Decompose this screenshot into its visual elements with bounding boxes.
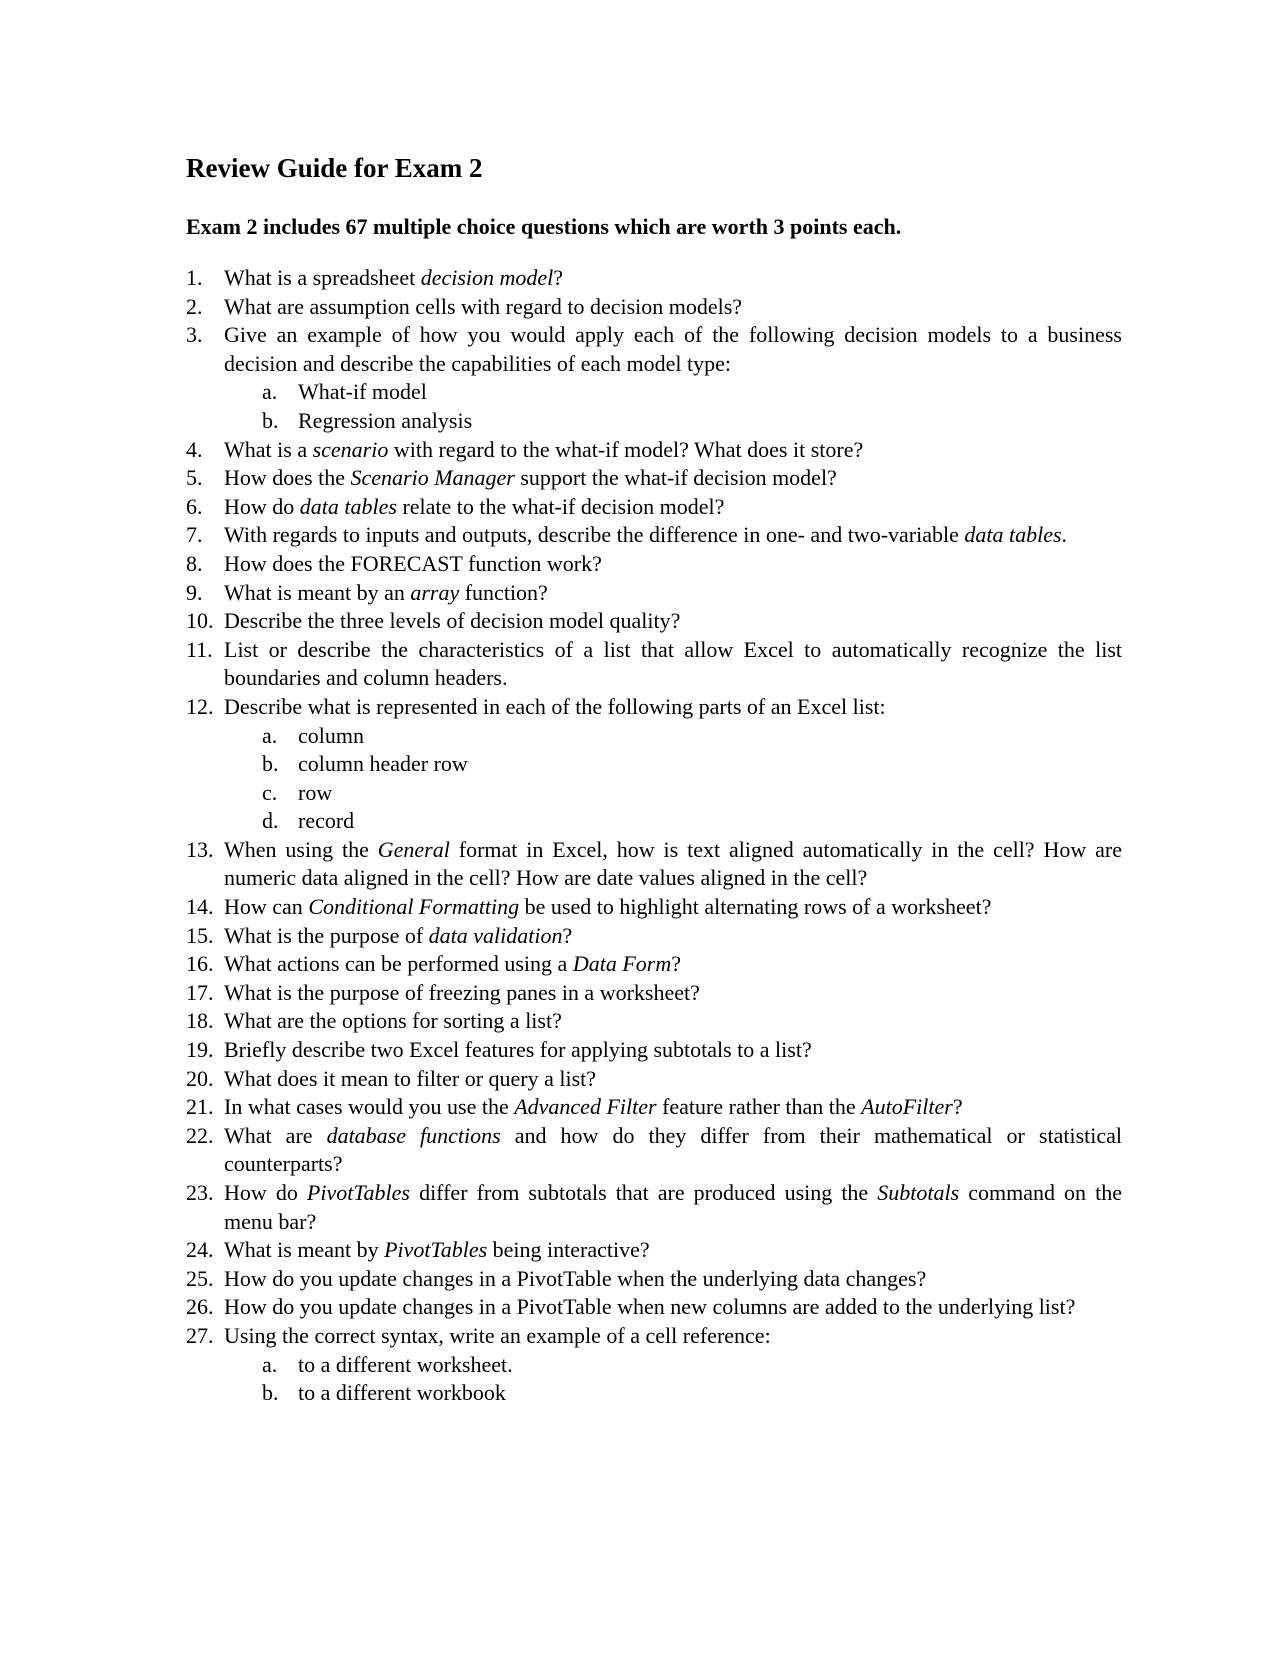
question-item xyxy=(186,693,1122,836)
question-item xyxy=(186,521,1122,550)
question-text xyxy=(224,522,1067,547)
page-title: Review Guide for Exam 2 xyxy=(186,153,483,183)
sub-question-list xyxy=(186,722,1122,836)
question-text-segment: format in Excel, how is text aligned automatically in the cell? How are numeric data aligned in the cell? How are date values aligned in the cell? xyxy=(224,836,1122,891)
question-item xyxy=(186,321,1122,435)
question-text xyxy=(224,694,886,719)
question-text-segment: How can xyxy=(224,894,309,920)
question-item xyxy=(186,893,1122,922)
sub-question-text: to a different worksheet. xyxy=(298,1351,513,1377)
question-item xyxy=(186,979,1122,1008)
sub-question-text: What-if model xyxy=(298,379,427,405)
question-term: PivotTables xyxy=(384,1237,488,1263)
question-text-segment: What is meant by xyxy=(224,1237,385,1263)
question-term: decision model xyxy=(420,265,554,290)
question-text xyxy=(224,1237,650,1262)
question-text-segment: relate to the what-if decision model? xyxy=(396,493,725,519)
question-text-segment: What are assumption cells with regard to decision models? xyxy=(224,293,743,319)
sub-question-item xyxy=(186,378,1122,407)
question-item xyxy=(186,436,1122,465)
question-item xyxy=(186,1122,1122,1179)
question-item xyxy=(186,293,1122,322)
question-number: 11. xyxy=(186,636,213,662)
question-text xyxy=(224,1008,562,1033)
question-term: PivotTables xyxy=(306,1180,410,1205)
question-text-segment: In what cases would you use the xyxy=(224,1094,515,1120)
question-text-segment: ? xyxy=(952,1094,963,1120)
sub-question-text: Regression analysis xyxy=(298,407,473,433)
question-text-segment: ? xyxy=(553,265,564,290)
question-text xyxy=(224,637,1122,691)
question-term: Subtotals xyxy=(877,1180,960,1205)
question-number: 17. xyxy=(186,979,214,1005)
question-text-segment: What is a xyxy=(224,436,313,462)
question-text-segment: What is the purpose of xyxy=(224,922,429,948)
question-number: 16. xyxy=(186,951,214,977)
question-number: 27. xyxy=(186,1322,214,1348)
question-item xyxy=(186,1265,1122,1294)
sub-question-wrapper xyxy=(186,1351,1122,1408)
question-text xyxy=(224,1123,1122,1177)
question-item xyxy=(186,636,1122,693)
question-term: Advanced Filter xyxy=(514,1094,657,1120)
document-page xyxy=(186,150,1122,1408)
question-text-segment: support the what-if decision model? xyxy=(514,465,837,491)
question-number: 12. xyxy=(186,693,214,719)
question-number: 19. xyxy=(186,1037,214,1063)
question-number: 8. xyxy=(186,550,203,576)
question-text-segment: being interactive? xyxy=(487,1237,650,1263)
question-text-segment: With regards to inputs and outputs, describe the difference in one- and two-variable xyxy=(224,522,965,548)
sub-question-letter: a. xyxy=(262,722,278,748)
sub-question-text: row xyxy=(298,779,333,805)
question-text-segment: How does the FORECAST function work? xyxy=(224,550,602,576)
question-text xyxy=(224,494,724,519)
question-text xyxy=(224,580,548,605)
question-text-segment: Using the correct syntax, write an example of a cell reference: xyxy=(224,1322,771,1348)
question-text-segment: How do xyxy=(224,493,300,519)
sub-question-wrapper xyxy=(186,722,1122,836)
question-item xyxy=(186,836,1122,893)
sub-question-item xyxy=(186,779,1122,808)
question-number: 18. xyxy=(186,1008,214,1034)
question-text xyxy=(224,322,1122,376)
question-text xyxy=(224,980,700,1005)
question-text-segment: What does it mean to filter or query a list? xyxy=(224,1065,597,1091)
question-text-segment: feature rather than the xyxy=(656,1094,862,1120)
question-number: 26. xyxy=(186,1294,214,1320)
question-text-segment: be used to highlight alternating rows of a worksheet? xyxy=(519,894,992,920)
question-number: 6. xyxy=(186,493,203,519)
question-text-segment: Briefly describe two Excel features for applying subtotals to a list? xyxy=(224,1037,812,1063)
sub-question-item xyxy=(186,807,1122,836)
question-text-segment: . xyxy=(1061,522,1068,548)
question-term: scenario xyxy=(312,436,389,462)
question-item xyxy=(186,1036,1122,1065)
question-number: 14. xyxy=(186,894,214,920)
question-number: 24. xyxy=(186,1237,214,1263)
sub-question-item xyxy=(186,722,1122,751)
question-number: 5. xyxy=(186,465,203,491)
question-text-segment: ? xyxy=(671,951,681,977)
question-term: data tables xyxy=(299,493,397,519)
question-text xyxy=(224,1266,926,1291)
question-term: Data Form xyxy=(572,951,672,977)
question-item xyxy=(186,1065,1122,1094)
question-number: 13. xyxy=(186,836,214,862)
question-number: 3. xyxy=(186,322,203,348)
question-text xyxy=(224,294,742,319)
sub-question-text: column xyxy=(298,722,364,748)
question-text-segment: command on the menu bar? xyxy=(224,1180,1122,1234)
question-number: 21. xyxy=(186,1094,214,1120)
sub-question-letter: a. xyxy=(262,379,278,405)
question-text-segment: List or describe the characteristics of a list that allow Excel to automatically recognize the list boundaries and column headers. xyxy=(224,636,1122,691)
question-item xyxy=(186,1093,1122,1122)
question-text xyxy=(224,837,1122,891)
question-term: array xyxy=(410,579,460,605)
question-number: 23. xyxy=(186,1180,214,1205)
question-text xyxy=(224,437,863,462)
question-term: database functions xyxy=(326,1122,501,1148)
question-text-segment: How do xyxy=(224,1180,307,1205)
question-number: 25. xyxy=(186,1265,214,1291)
question-text xyxy=(224,1294,1075,1319)
question-text-segment: What actions can be performed using a xyxy=(224,951,573,977)
question-text-segment: differ from subtotals that are produced using the xyxy=(410,1180,878,1205)
question-text xyxy=(224,894,991,919)
question-text xyxy=(224,551,602,576)
question-text xyxy=(224,1323,771,1348)
sub-question-text: record xyxy=(298,808,355,834)
question-number: 4. xyxy=(186,436,203,462)
question-item xyxy=(186,1179,1122,1236)
question-item xyxy=(186,550,1122,579)
exam-description: Exam 2 includes 67 multiple choice questions which are worth 3 points each. xyxy=(186,214,902,239)
question-term: AutoFilter xyxy=(861,1094,953,1120)
question-text-segment: What is a spreadsheet xyxy=(224,265,421,290)
question-text-segment: How do you update changes in a PivotTable when the underlying data changes? xyxy=(224,1265,927,1291)
question-number: 22. xyxy=(186,1122,214,1148)
question-text xyxy=(224,1066,596,1091)
question-item xyxy=(186,464,1122,493)
sub-question-letter: b. xyxy=(262,1380,279,1406)
question-text-segment: What is the purpose of freezing panes in a worksheet? xyxy=(224,979,700,1005)
question-text-segment: Describe what is represented in each of the following parts of an Excel list: xyxy=(224,693,886,719)
question-text xyxy=(224,951,681,976)
question-number: 9. xyxy=(186,579,203,605)
question-item xyxy=(186,950,1122,979)
question-number: 10. xyxy=(186,608,214,634)
question-text-segment: function? xyxy=(459,579,548,605)
question-term: Scenario Manager xyxy=(350,465,515,491)
question-number: 15. xyxy=(186,922,214,948)
question-item xyxy=(186,264,1122,293)
question-text-segment: with regard to the what-if model? What does it store? xyxy=(388,436,864,462)
question-text xyxy=(224,265,563,290)
sub-question-list xyxy=(186,1351,1122,1408)
question-item xyxy=(186,1007,1122,1036)
question-text xyxy=(224,923,572,948)
question-list xyxy=(186,264,1122,1408)
question-text xyxy=(224,465,837,490)
sub-question-item xyxy=(186,750,1122,779)
question-text-segment: Give an example of how you would apply each of the following decision models to a business decision and describe the capabilities of each model type: xyxy=(224,322,1122,376)
question-item xyxy=(186,1293,1122,1322)
question-term: data validation xyxy=(428,922,563,948)
question-text xyxy=(224,1094,963,1119)
question-text-segment: ? xyxy=(562,922,573,948)
sub-question-letter: d. xyxy=(262,808,279,834)
question-item xyxy=(186,1236,1122,1265)
question-number: 2. xyxy=(186,293,203,319)
question-term: Conditional Formatting xyxy=(308,894,520,920)
question-item xyxy=(186,493,1122,522)
question-text-segment: What are the options for sorting a list? xyxy=(224,1008,562,1034)
question-text-segment: What are xyxy=(224,1122,327,1148)
question-item xyxy=(186,607,1122,636)
sub-question-item xyxy=(186,407,1122,436)
sub-question-letter: b. xyxy=(262,751,279,777)
sub-question-text: column header row xyxy=(298,751,468,777)
sub-question-item xyxy=(186,1351,1122,1380)
question-text-segment: Describe the three levels of decision model quality? xyxy=(224,608,681,634)
question-text xyxy=(224,1037,812,1062)
sub-question-letter: c. xyxy=(262,779,278,805)
question-text-segment: How do you update changes in a PivotTable when new columns are added to the underlying list? xyxy=(224,1294,1076,1320)
question-term: data tables xyxy=(964,522,1062,548)
question-number: 7. xyxy=(186,522,203,548)
sub-question-text: to a different workbook xyxy=(298,1380,506,1406)
question-term: General xyxy=(377,836,450,862)
question-text-segment: When using the xyxy=(224,836,378,862)
sub-question-item xyxy=(186,1379,1122,1408)
question-item xyxy=(186,1322,1122,1408)
sub-question-letter: a. xyxy=(262,1351,278,1377)
question-item xyxy=(186,579,1122,608)
question-text xyxy=(224,1180,1122,1234)
question-text-segment: and how do they differ from their mathematical or statistical counterparts? xyxy=(224,1122,1122,1177)
question-number: 1. xyxy=(186,265,203,290)
sub-question-letter: b. xyxy=(262,407,279,433)
question-text-segment: How does the xyxy=(224,465,351,491)
sub-question-list xyxy=(186,378,1122,435)
sub-question-wrapper xyxy=(186,378,1122,435)
question-text xyxy=(224,608,680,633)
question-text-segment: What is meant by an xyxy=(224,579,411,605)
question-number: 20. xyxy=(186,1065,214,1091)
question-item xyxy=(186,922,1122,951)
